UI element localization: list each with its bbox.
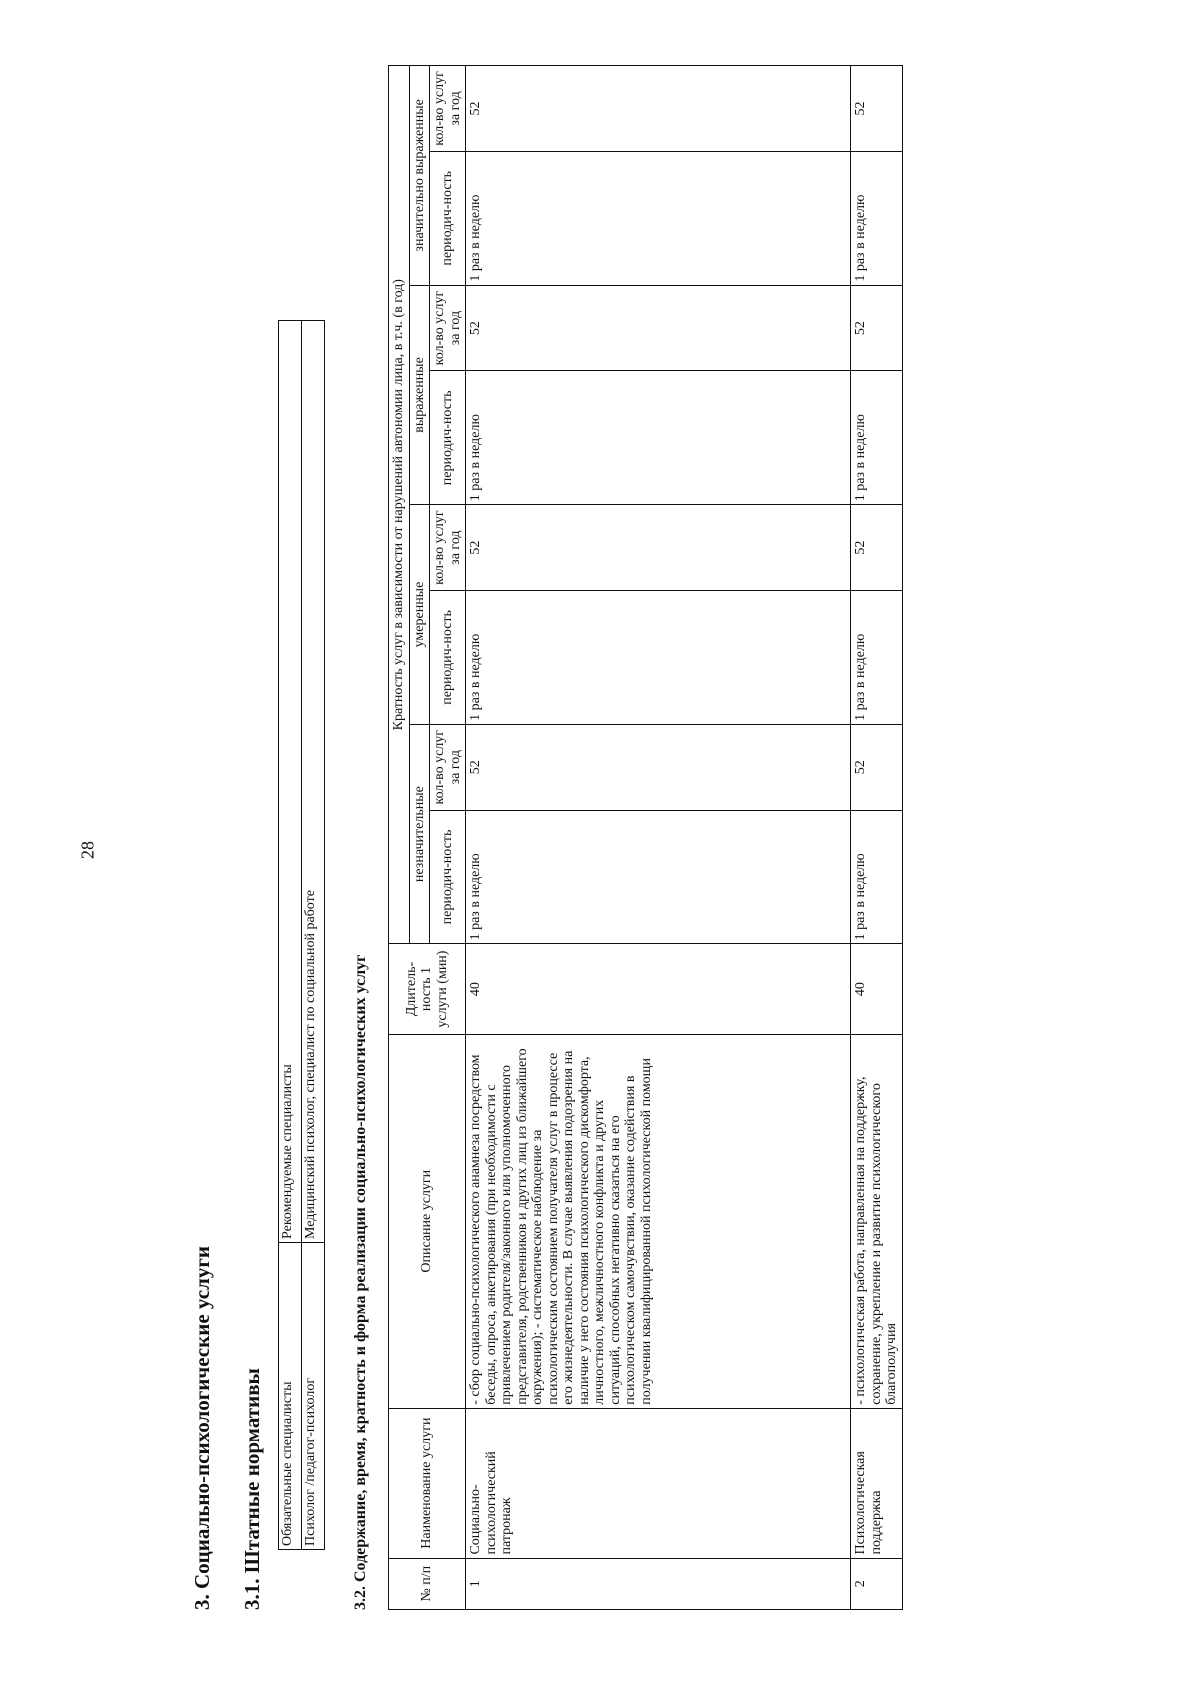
row-count: 52 <box>466 505 851 591</box>
header-group-minor: незначительные <box>409 724 430 944</box>
staff-table <box>278 320 325 1550</box>
table-row <box>466 66 851 1610</box>
row-periodicity: 1 раз в неделю <box>466 151 851 285</box>
header-periodicity: периодич-ность <box>430 371 466 505</box>
staff-title: 3.1. Штатные нормативы <box>240 1368 264 1610</box>
staff-required-value: Психолог /педагог-психолог <box>302 1243 325 1550</box>
services-table <box>388 65 903 1610</box>
header-group-very-severe: значительно выраженные <box>409 66 430 286</box>
row-service-name: Психологическая поддержка <box>851 1408 903 1558</box>
row-count: 52 <box>466 724 851 810</box>
row-service-name: Социально-психологический патронаж <box>466 1408 851 1558</box>
row-periodicity: 1 раз в неделю <box>466 371 851 505</box>
header-count: кол-во услуг за год <box>430 505 466 591</box>
staff-recommended-value: Медицинский психолог, специалист по социальной работе <box>302 321 325 1243</box>
header-periodicity: периодич-ность <box>430 591 466 725</box>
header-frequency-group: Кратность услуг в зависимости от нарушений автономии лица, в т.ч. (в год) <box>389 66 410 944</box>
header-name: Наименование услуги <box>389 1408 466 1558</box>
page-number: 28 <box>77 841 98 859</box>
row-num: 2 <box>851 1558 903 1609</box>
staff-header-recommended: Рекомендуемые специалисты <box>279 321 302 1243</box>
staff-header-row <box>279 321 302 1550</box>
table-row <box>851 66 903 1610</box>
row-duration: 40 <box>466 944 851 1034</box>
row-periodicity: 1 раз в неделю <box>466 591 851 725</box>
staff-header-required: Обязательные специалисты <box>279 1243 302 1550</box>
header-periodicity: периодич-ность <box>430 151 466 285</box>
section-title: 3. Социально-психологические услуги <box>190 1246 214 1610</box>
row-count: 52 <box>851 285 903 371</box>
row-count: 52 <box>851 66 903 152</box>
header-description: Описание услуги <box>389 1034 466 1408</box>
row-count: 52 <box>851 724 903 810</box>
header-num: № п/п <box>389 1558 466 1609</box>
row-duration: 40 <box>851 944 903 1034</box>
header-count: кол-во услуг за год <box>430 66 466 152</box>
row-periodicity: 1 раз в неделю <box>851 371 903 505</box>
header-count: кол-во услуг за год <box>430 285 466 371</box>
row-count: 52 <box>851 505 903 591</box>
rotated-content <box>190 50 1090 1610</box>
header-group-moderate: умеренные <box>409 505 430 725</box>
row-periodicity: 1 раз в неделю <box>851 591 903 725</box>
row-periodicity: 1 раз в неделю <box>851 810 903 944</box>
row-description: - сбор социально-психологического анамнеза посредством беседы, опроса, анкетирования (при необходимости с привлечением родителя/законного или уполномоченного представителя, родственников и других лиц из ближайшего окружения); - систематическое наблюдение за психологическим состоянием получателя услуг в процессе его жизнедеятельности. В случае выявления подозрения на наличие у него состояния психологического дискомфорта, личностного, межличностного конфликта и других ситуаций, способных негативно сказаться на его психологическом самочувствии, оказание содействия в получении квалифицированной психологической помощи <box>466 1034 851 1408</box>
header-periodicity: периодич-ность <box>430 810 466 944</box>
row-count: 52 <box>466 66 851 152</box>
header-count: кол-во услуг за год <box>430 724 466 810</box>
row-periodicity: 1 раз в неделю <box>466 810 851 944</box>
table-title: 3.2. Содержание, время, кратность и форма реализации социально-психологических услуг <box>352 954 369 1610</box>
row-description: - психологическая работа, направленная на поддержку, сохранение, укрепление и развитие психологического благополучия <box>851 1034 903 1408</box>
header-duration: Длитель-ность 1 услуги (мин) <box>389 944 466 1034</box>
row-periodicity: 1 раз в неделю <box>851 151 903 285</box>
staff-data-row <box>302 321 325 1550</box>
row-num: 1 <box>466 1558 851 1609</box>
header-group-severe: выраженные <box>409 285 430 505</box>
header-row-1 <box>389 66 410 1610</box>
row-count: 52 <box>466 285 851 371</box>
